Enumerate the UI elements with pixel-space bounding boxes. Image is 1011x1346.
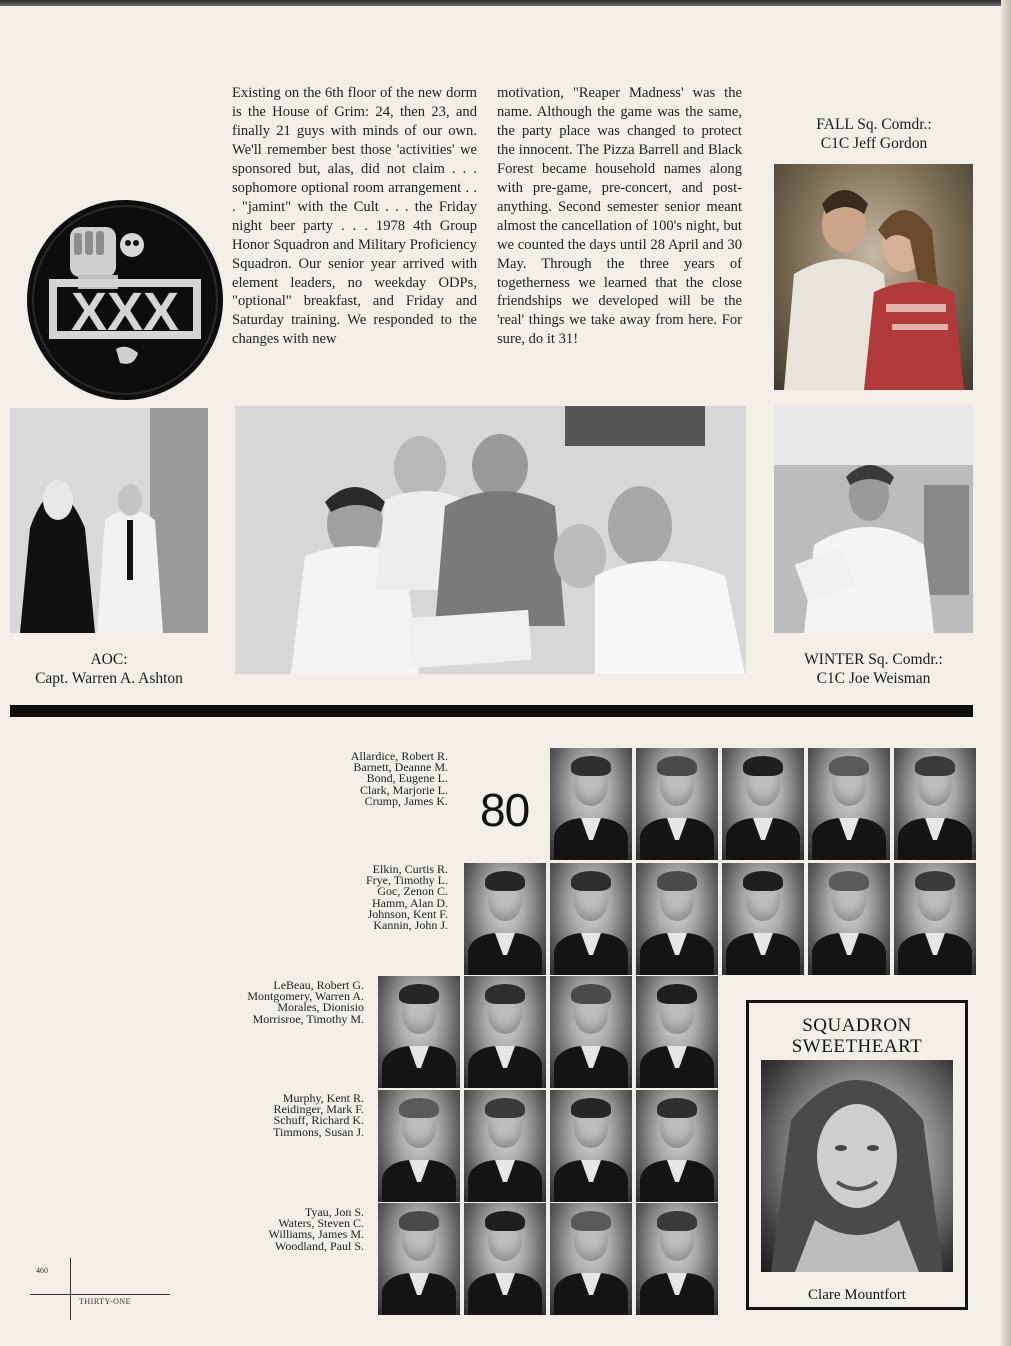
cadet-portrait — [464, 1090, 546, 1202]
hair — [829, 756, 869, 776]
cadet-name: Waters, Steven C. — [278, 1216, 364, 1231]
hair — [657, 984, 697, 1004]
sweetheart-title — [749, 1015, 965, 1057]
cadet-name: Williams, James M. — [268, 1227, 364, 1242]
cadet-portrait — [550, 1203, 632, 1315]
cadet-portrait — [464, 1203, 546, 1315]
name-group-2 — [366, 864, 448, 931]
cadet-name: Woodland, Paul S. — [274, 1238, 364, 1253]
fall-caption-line-1: FALL Sq. Comdr.: — [816, 116, 932, 133]
group-photo — [235, 406, 746, 674]
page-binding-edge — [1001, 0, 1011, 1346]
cadet-portrait — [550, 748, 632, 860]
cadet-portrait — [894, 863, 976, 975]
cadet-portrait — [464, 976, 546, 1088]
hair — [571, 984, 611, 1004]
page-top-edge — [0, 0, 1011, 6]
name-group-4 — [273, 1093, 364, 1138]
hair — [657, 1098, 697, 1118]
hair — [657, 756, 697, 776]
sweetheart-name: Clare Mountfort — [808, 1287, 906, 1303]
fall-commander-photo — [774, 164, 973, 390]
squadron-patch — [24, 197, 226, 403]
page-number: 460 — [36, 1266, 48, 1275]
hair — [485, 1098, 525, 1118]
hair — [399, 984, 439, 1004]
name-group-1 — [351, 751, 448, 807]
cadet-portrait — [378, 976, 460, 1088]
hair — [485, 871, 525, 891]
hair — [399, 1098, 439, 1118]
winter-commander-caption — [774, 650, 973, 688]
cadet-name: Allardice, Robert R. — [350, 749, 448, 763]
cadet-name: Crump, James K. — [364, 793, 448, 808]
winter-caption-line-1: WINTER Sq. Comdr.: — [804, 651, 943, 668]
cadet-portrait — [636, 863, 718, 975]
cadet-portrait — [722, 748, 804, 860]
cadet-name: Johnson, Kent F. — [367, 906, 448, 921]
cadet-name: Frye, Timothy L. — [365, 873, 448, 888]
hair — [657, 871, 697, 891]
cadet-name: Reidinger, Mark F. — [273, 1102, 364, 1117]
cadet-name: Montgomery, Warren A. — [247, 989, 364, 1004]
cadet-portrait — [808, 748, 890, 860]
cadet-name: Kannin, John J. — [373, 918, 448, 933]
winter-caption-line-2: C1C Joe Weisman — [816, 670, 931, 687]
hair — [657, 1211, 697, 1231]
sweetheart-title-line-2: SWEETHEART — [791, 1036, 923, 1057]
hair — [829, 871, 869, 891]
cadet-name: Schuff, Richard K. — [273, 1113, 364, 1128]
hair — [915, 756, 955, 776]
cadet-portrait — [636, 976, 718, 1088]
cadet-portrait — [378, 1203, 460, 1315]
hair — [399, 1211, 439, 1231]
cadet-portrait — [636, 748, 718, 860]
section-name: THIRTY-ONE — [79, 1297, 132, 1306]
cadet-portrait — [464, 863, 546, 975]
cadet-name: Bond, Eugene L. — [366, 771, 448, 786]
hair — [743, 756, 783, 776]
cadet-name: Clark, Marjorie L. — [360, 782, 448, 797]
cadet-portrait — [636, 1090, 718, 1202]
cadet-name: Goc, Zenon C. — [377, 884, 448, 899]
cadet-portrait — [636, 1203, 718, 1315]
hair — [485, 1211, 525, 1231]
sweetheart-photo — [761, 1060, 953, 1272]
cadet-name: Morales, Dionisio — [277, 1000, 364, 1015]
article-column-1: Existing on the 6th floor of the new dorm is the House of Grim: 24, then 23, and finally 21 guys with minds of our own. We'll remember best those 'activities' we sponsored but, alas, did not claim . . . sophomore optional room arrangement . . . "jamint" with the Cult . . . the Friday night beer party . . . 1978 4th Group Honor Squadron and Military Proficiency Squadron. Our senior year arrived with element leaders, no weekday ODPs, "optional" breakfast, and Friday and Saturday training. We responded to the changes with new — [232, 85, 477, 348]
aoc-caption-line-1: AOC: — [90, 651, 128, 668]
name-group-3 — [247, 980, 364, 1025]
section-divider — [10, 705, 973, 717]
cadet-name: Morrisroe, Timothy M. — [252, 1011, 364, 1026]
cadet-portrait — [808, 863, 890, 975]
cadet-name: Timmons, Susan J. — [273, 1124, 364, 1139]
cadet-name: LeBeau, Robert G. — [273, 978, 364, 992]
cadet-portrait — [550, 976, 632, 1088]
aoc-photo — [10, 408, 208, 633]
squadron-sweetheart-box — [746, 1000, 968, 1310]
cadet-name: Hamm, Alan D. — [372, 895, 448, 910]
winter-commander-photo — [774, 405, 973, 633]
cadet-name: Tyau, Jon S. — [304, 1205, 364, 1219]
cadet-name: Elkin, Curtis R. — [372, 862, 448, 876]
fall-commander-caption — [774, 115, 974, 153]
hair — [571, 1211, 611, 1231]
footer-horizontal-rule — [30, 1294, 170, 1295]
cadet-name: Barnett, Deanne M. — [353, 760, 448, 775]
cadet-portrait — [550, 863, 632, 975]
hair — [485, 984, 525, 1004]
aoc-caption — [10, 650, 208, 688]
footer-vertical-rule — [70, 1258, 71, 1320]
cadet-portrait — [550, 1090, 632, 1202]
article-column-2: motivation, "Reaper Madness' was the name. Although the game was the same, the party place was changed to protect the innocent. The Pizza Barrell and Black Forest became household names along with pre-game, pre-concert, and post-anything. Second semester senior meant almost the cancellation of 100's night, but we counted the days until 28 April and 30 May. Through the three years of togetherness we learned that the close friendships we developed will be the 'real' things we take away from here. For sure, do it 31! — [497, 85, 742, 348]
hair — [571, 871, 611, 891]
cadet-portrait — [894, 748, 976, 860]
patch-numerals: XXX — [70, 282, 180, 342]
aoc-caption-line-2: Capt. Warren A. Ashton — [35, 670, 183, 687]
hair — [571, 756, 611, 776]
cadet-name: Murphy, Kent R. — [282, 1091, 364, 1105]
hair — [915, 871, 955, 891]
hair — [571, 1098, 611, 1118]
cadet-portrait — [378, 1090, 460, 1202]
cadet-portrait — [722, 863, 804, 975]
hair — [743, 871, 783, 891]
sweetheart-title-line-1: SQUADRON — [802, 1015, 912, 1036]
name-group-5 — [268, 1207, 364, 1252]
class-year: 80 — [480, 784, 530, 836]
fall-caption-line-2: C1C Jeff Gordon — [820, 135, 928, 152]
